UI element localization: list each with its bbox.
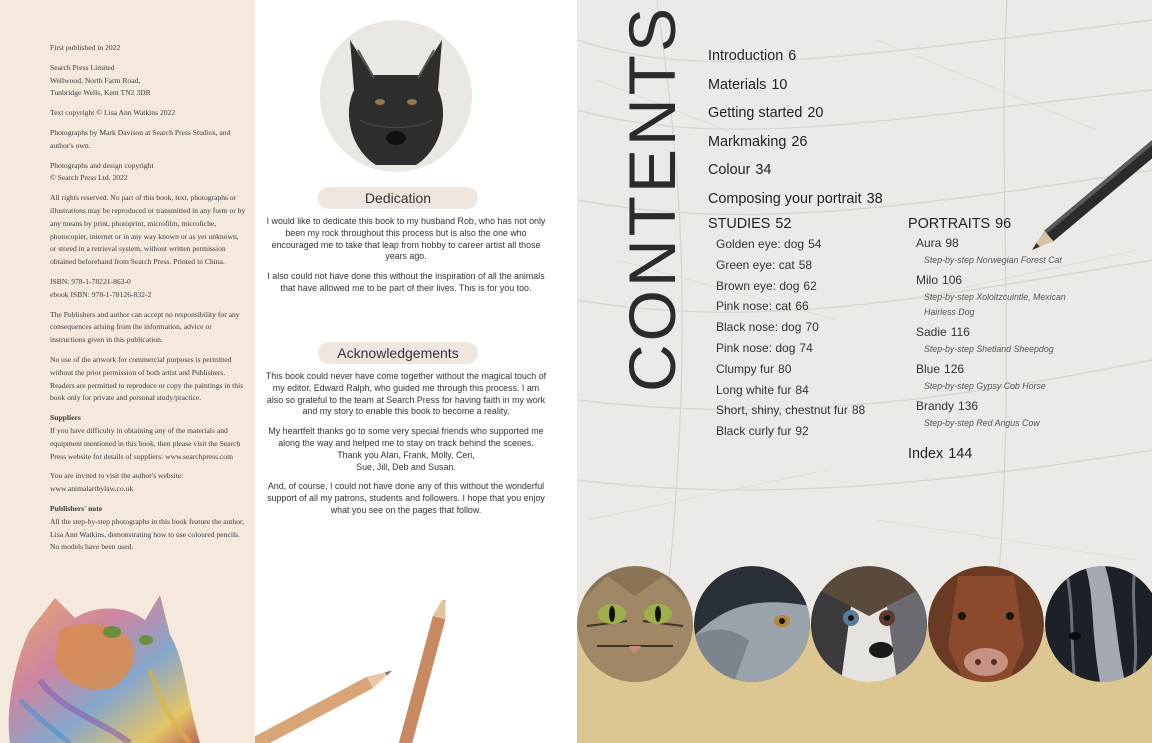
toc-subentry-page: 74 <box>799 340 813 355</box>
toc-portrait-subtitle: Step-by-step Gypsy Cob Horse <box>924 381 1046 391</box>
toc-portrait-label: Blue <box>916 362 941 376</box>
collie-dog-portrait <box>811 566 927 682</box>
imprint-paragraph: All rights reserved. No part of this book, text, photographs or illustrations may be reproduced or transmitted in any form or by any means by print, photoprint, microfilm, microfiche, photocopier, internet or in any way known or as yet unknown, or stored in a retrieval system, without written permission obtained beforehand from Search Press. Printed in China. <box>50 193 246 267</box>
toc-portrait-entry[interactable] <box>908 234 1094 268</box>
imprint-paragraph: No use of the artwork for commercial purposes is permitted without the prior permission of both artist and Publishers. Readers are permitted to reproduce or copy the paintings in this book only for private and personal study/practice. <box>50 354 244 403</box>
toc-subentry-label: Short, shiny, chestnut fur <box>716 403 848 418</box>
contents-title: CONTENTS <box>615 5 689 392</box>
toc-section-heading[interactable] <box>708 214 865 234</box>
toc-entry-label: Markmaking <box>708 133 787 150</box>
toc-portrait-title <box>908 234 1094 253</box>
imprint-paragraph: First published in 2022 <box>50 43 121 52</box>
toc-subentry-label: Long white fur <box>716 382 792 397</box>
toc-entry-page: 34 <box>755 162 772 179</box>
imprint-paragraph: Photographs by Mark Davison at Search Press Studios, and author's own. <box>50 127 231 150</box>
toc-studies-section <box>708 214 865 442</box>
cat-illustration <box>0 560 255 743</box>
suppliers-text: If you have difficulty in obtaining any of the materials and equipment mentioned in this book, then please visit the Search Press website for details of suppliers: www.searchpress.com <box>50 425 241 461</box>
toc-index-entry[interactable] <box>908 446 972 462</box>
toc-section-label: PORTRAITS <box>908 216 991 232</box>
toc-subentry[interactable] <box>708 359 865 380</box>
toc-subentry-label: Black curly fur <box>716 424 792 439</box>
imprint-paragraph: Text copyright © Lisa Ann Watkins 2022 <box>50 108 176 118</box>
toc-portrait-entry[interactable] <box>908 360 1094 394</box>
toc-subentry-label: Black nose: dog <box>716 320 802 335</box>
toc-subentry[interactable] <box>708 255 865 276</box>
toc-entry[interactable] <box>708 185 883 214</box>
toc-subentry-page: 84 <box>795 382 809 397</box>
toc-portrait-page: 126 <box>944 362 965 376</box>
toc-subentry[interactable] <box>708 317 865 338</box>
toc-portrait-title <box>908 397 1094 416</box>
toc-portrait-subtitle: Step-by-step Red Angus Cow <box>924 418 1040 428</box>
toc-subentry[interactable] <box>708 234 865 255</box>
toc-subentry[interactable] <box>708 296 865 317</box>
toc-subentry[interactable] <box>708 400 865 421</box>
acknowledgements-paragraph: My heartfelt thanks go to some very special friends who supported me along the way and helped me to stay on track behind the scenes. Thank you Alan, Frank, Molly, Ceri, Sue, Jill, Deb and Susan. <box>268 426 544 472</box>
toc-portrait-page: 136 <box>958 399 979 413</box>
dedication-paragraph: I also could not have done this without the inspiration of all the animals that have allowed me to be part of their lives. This is for you too. <box>267 271 545 293</box>
toc-subentry-label: Clumpy fur <box>716 361 775 376</box>
toc-portrait-entry[interactable] <box>908 323 1094 357</box>
toc-subentry-label: Golden eye: dog <box>716 237 805 251</box>
toc-subentry-page: 54 <box>808 237 822 251</box>
dedication-heading: Dedication <box>318 187 478 209</box>
acknowledgements-heading: Acknowledgements <box>318 342 478 364</box>
toc-entry-page: 38 <box>866 190 883 207</box>
toc-portrait-subtitle: Step-by-step Xoloitzcuintle, Mexican Hairless Dog <box>924 292 1066 317</box>
toc-portrait-title <box>908 271 1094 290</box>
toc-main-list <box>708 42 883 214</box>
toc-portrait-page: 106 <box>942 273 963 287</box>
imprint-text <box>50 42 246 561</box>
toc-subentry-page: 88 <box>851 403 866 418</box>
toc-subentry-page: 70 <box>805 320 819 335</box>
toc-portrait-label: Aura <box>916 236 942 250</box>
toc-section-label: STUDIES <box>708 216 771 232</box>
toc-subentry[interactable] <box>708 421 865 442</box>
toc-index-page: 144 <box>948 446 973 462</box>
toc-subentry-label: Pink nose: dog <box>716 340 796 355</box>
dedication-text <box>265 216 547 303</box>
toc-entry[interactable] <box>708 156 883 185</box>
toc-entry-label: Composing your portrait <box>708 190 862 207</box>
toc-portrait-title <box>908 360 1094 379</box>
toc-portrait-title <box>908 323 1094 342</box>
imprint-paragraph: ISBN: 978-1-78221-863-0 ebook ISBN: 978-1-78126-832-2 <box>50 276 152 299</box>
grey-dog-portrait <box>694 566 810 682</box>
toc-index-label: Index <box>908 446 944 462</box>
dark-horse-portrait <box>1045 566 1152 682</box>
toc-subentry-label: Pink nose: cat <box>716 299 792 314</box>
toc-subentry-page: 62 <box>803 278 817 293</box>
toc-subentry-page: 58 <box>798 257 813 272</box>
toc-subentry-label: Green eye: cat <box>716 257 795 272</box>
toc-entry-label: Colour <box>708 162 751 179</box>
toc-portrait-subtitle: Step-by-step Shetland Sheepdog <box>924 344 1054 354</box>
toc-portrait-page: 116 <box>950 325 970 339</box>
toc-portrait-entry[interactable] <box>908 397 1094 431</box>
website-text: You are invited to visit the author's website: www.animalartbylaw.co.uk <box>50 471 184 494</box>
toc-entry[interactable] <box>708 42 883 71</box>
toc-portrait-label: Brandy <box>916 399 955 413</box>
publishers-note-text: All the step-by-step photographs in this book feature the author, Lisa Ann Watkins, demonstrating how to use coloured pencils. No models have been used. <box>50 516 245 552</box>
acknowledgements-text <box>265 371 547 525</box>
toc-entry-label: Materials <box>708 76 767 93</box>
toc-subentry-label: Brown eye: dog <box>716 278 800 293</box>
toc-entry-page: 6 <box>788 48 797 64</box>
portrait-circles-row <box>577 566 1152 684</box>
tabby-cat-portrait <box>577 566 693 682</box>
toc-entry-label: Introduction <box>708 48 784 64</box>
dedication-paragraph: I would like to dedicate this book to my husband Rob, who has not only been my rock throughout this process but is also the one who encouraged me to take that leap from hobby to career artist all those years ago. <box>266 216 546 262</box>
toc-entry-page: 20 <box>807 105 824 122</box>
toc-entry[interactable] <box>708 71 883 100</box>
dog-portrait-medallion <box>320 20 472 172</box>
toc-subentry-page: 66 <box>795 299 809 314</box>
toc-entry-label: Getting started <box>708 105 803 122</box>
toc-entry-page: 10 <box>771 76 788 93</box>
pencils-illustration <box>255 600 577 743</box>
imprint-paragraph: Search Press Limited Wellwood, North Farm Road, Tunbridge Wells, Kent TN2 3DR <box>50 62 151 98</box>
toc-section-page: 52 <box>775 216 792 232</box>
toc-entry[interactable] <box>708 128 883 157</box>
contents-page <box>577 0 1152 743</box>
imprint-paragraph: Photographs and design copyright © Search Press Ltd. 2022 <box>50 160 154 183</box>
toc-portrait-subtitle: Step-by-step Norwegian Forest Cat <box>924 255 1062 265</box>
acknowledgements-paragraph: This book could never have come together without the magical touch of my editor, Edward Ralph, who guided me through this process. I am also so grateful to the team at Search Press for having faith in my work and my story to enable this book to become a reality. <box>265 371 547 417</box>
toc-portrait-label: Sadie <box>916 325 947 339</box>
imprint-paragraph: The Publishers and author can accept no responsibility for any consequences arising from the information, advice or instructions given in this publication. <box>50 309 240 345</box>
toc-subentry[interactable] <box>708 338 865 359</box>
toc-portrait-label: Milo <box>916 273 939 287</box>
toc-section-heading[interactable] <box>908 214 1094 234</box>
red-cow-portrait <box>928 566 1044 682</box>
toc-portrait-page: 98 <box>945 236 959 250</box>
toc-entry-page: 26 <box>791 133 808 150</box>
toc-portraits-section <box>908 214 1094 434</box>
publishers-note-heading: Publishers' note <box>50 503 103 513</box>
toc-subentry-page: 92 <box>795 424 809 439</box>
toc-subentry-page: 80 <box>778 361 792 376</box>
dedication-page <box>255 0 577 743</box>
imprint-column <box>0 0 255 743</box>
toc-entry[interactable] <box>708 99 883 128</box>
suppliers-heading: Suppliers <box>50 413 81 423</box>
toc-portrait-entry[interactable] <box>908 271 1094 320</box>
toc-section-page: 96 <box>995 216 1012 232</box>
toc-subentry[interactable] <box>708 276 865 297</box>
acknowledgements-paragraph: And, of course, I could not have done any of this without the wonderful support of all my patrons, students and followers. I hope that you enjoy what you see on the pages that follow. <box>267 481 545 515</box>
toc-subentry[interactable] <box>708 380 865 401</box>
